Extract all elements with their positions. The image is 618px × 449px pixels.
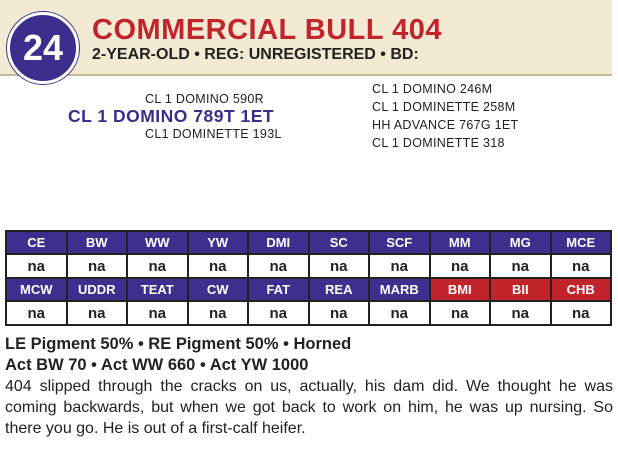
epd-value-cell: na bbox=[188, 301, 249, 325]
epd-table bbox=[5, 230, 612, 326]
epd-value-cell: na bbox=[490, 254, 551, 278]
epd-header-cell: SCF bbox=[369, 231, 430, 254]
epd-header-cell-index: CHB bbox=[551, 278, 612, 301]
pedigree-right-3: HH ADVANCE 767G 1ET bbox=[372, 118, 519, 132]
lot-header bbox=[0, 0, 612, 76]
epd-header-cell: BW bbox=[67, 231, 128, 254]
epd-value-cell: na bbox=[490, 301, 551, 325]
epd-header-cell-index: BMI bbox=[430, 278, 491, 301]
epd-value-cell: na bbox=[127, 254, 188, 278]
traits-line: LE Pigment 50% • RE Pigment 50% • Horned bbox=[5, 335, 352, 353]
epd-value-cell: na bbox=[309, 301, 370, 325]
epd-header-cell: SC bbox=[309, 231, 370, 254]
epd-header-row bbox=[6, 278, 611, 301]
epd-header-cell: MARB bbox=[369, 278, 430, 301]
epd-value-cell: na bbox=[67, 254, 128, 278]
pedigree-right-4: CL 1 DOMINETTE 318 bbox=[372, 136, 505, 150]
actuals-line: Act BW 70 • Act WW 660 • Act YW 1000 bbox=[5, 356, 309, 374]
lot-details bbox=[5, 334, 613, 439]
epd-header-cell: TEAT bbox=[127, 278, 188, 301]
epd-header-cell: CW bbox=[188, 278, 249, 301]
epd-value-cell: na bbox=[6, 301, 67, 325]
epd-value-cell: na bbox=[551, 254, 612, 278]
epd-value-cell: na bbox=[188, 254, 249, 278]
epd-value-cell: na bbox=[248, 254, 309, 278]
lot-title: COMMERCIAL BULL 404 bbox=[92, 14, 443, 46]
epd-header-row bbox=[6, 231, 611, 254]
epd-header-cell: MM bbox=[430, 231, 491, 254]
epd-header-cell: MCE bbox=[551, 231, 612, 254]
pedigree-sire-dam: CL1 DOMINETTE 193L bbox=[145, 127, 282, 141]
epd-header-cell: REA bbox=[309, 278, 370, 301]
epd-value-cell: na bbox=[248, 301, 309, 325]
epd-header-cell-index: BII bbox=[490, 278, 551, 301]
epd-value-cell: na bbox=[6, 254, 67, 278]
epd-header-cell: FAT bbox=[248, 278, 309, 301]
epd-header-cell: CE bbox=[6, 231, 67, 254]
epd-header-cell: MG bbox=[490, 231, 551, 254]
epd-value-cell: na bbox=[430, 301, 491, 325]
epd-value-cell: na bbox=[67, 301, 128, 325]
epd-header-cell: MCW bbox=[6, 278, 67, 301]
pedigree-sire: CL 1 DOMINO 789T 1ET bbox=[68, 106, 275, 126]
pedigree-sire-sire: CL 1 DOMINO 590R bbox=[145, 92, 264, 106]
epd-value-cell: na bbox=[127, 301, 188, 325]
pedigree-right-2: CL 1 DOMINETTE 258M bbox=[372, 100, 516, 114]
lot-subtitle: 2-YEAR-OLD • REG: UNREGISTERED • BD: bbox=[92, 46, 419, 63]
epd-value-cell: na bbox=[551, 301, 612, 325]
epd-value-cell: na bbox=[369, 301, 430, 325]
epd-value-cell: na bbox=[430, 254, 491, 278]
epd-header-cell: WW bbox=[127, 231, 188, 254]
pedigree-right-1: CL 1 DOMINO 246M bbox=[372, 82, 493, 96]
epd-header-cell: DMI bbox=[248, 231, 309, 254]
lot-number-badge: 24 bbox=[7, 12, 79, 84]
epd-value-cell: na bbox=[369, 254, 430, 278]
lot-description: 404 slipped through the cracks on us, actually, his dam did. We thought he was coming backwards, but when we got back to work on him, he was up nursing. So there you go. He is out of a first-calf heifer. bbox=[5, 378, 613, 437]
epd-value-row bbox=[6, 301, 611, 325]
epd-value-row bbox=[6, 254, 611, 278]
epd-header-cell: UDDR bbox=[67, 278, 128, 301]
epd-header-cell: YW bbox=[188, 231, 249, 254]
epd-value-cell: na bbox=[309, 254, 370, 278]
